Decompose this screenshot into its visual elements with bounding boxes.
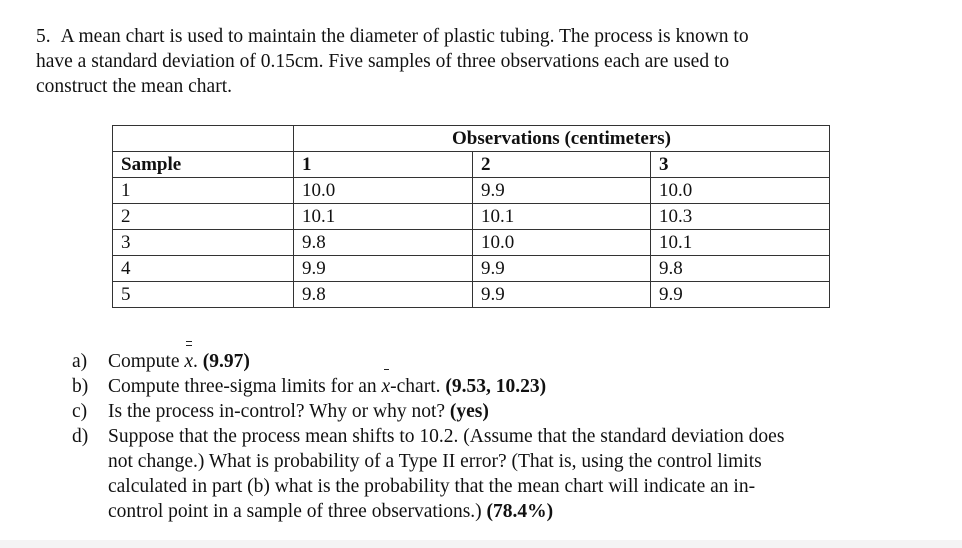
sample-cell: 4 <box>113 256 294 282</box>
part-c-letter: c) <box>72 401 88 422</box>
column-header-sample: Sample <box>113 152 294 178</box>
observation-cell: 10.1 <box>473 204 651 230</box>
table-group-header-row <box>113 126 830 152</box>
observation-cell: 10.0 <box>294 178 473 204</box>
problem-statement <box>36 24 936 99</box>
observation-cell: 10.0 <box>473 230 651 256</box>
observation-cell: 9.9 <box>651 282 830 308</box>
part-b-answer: (9.53, 10.23) <box>445 376 547 397</box>
observation-cell: 9.9 <box>473 178 651 204</box>
part-d-letter: d) <box>72 426 89 447</box>
question-parts <box>72 347 932 524</box>
observations-table <box>112 125 830 308</box>
observation-cell: 9.8 <box>294 282 473 308</box>
sample-cell: 1 <box>113 178 294 204</box>
part-d-answer: (78.4%) <box>486 501 554 522</box>
observation-cell: 9.8 <box>294 230 473 256</box>
part-a-letter: a) <box>72 351 88 372</box>
problem-number: 5. <box>36 26 51 47</box>
observation-cell: 9.9 <box>294 256 473 282</box>
x-double-bar-symbol: x <box>184 351 194 372</box>
observation-cell: 10.3 <box>651 204 830 230</box>
x-bar-symbol: x <box>381 376 391 397</box>
table-corner-cell <box>113 126 294 152</box>
observation-cell: 9.9 <box>473 282 651 308</box>
table-header-row <box>113 152 830 178</box>
sample-cell: 3 <box>113 230 294 256</box>
part-a-answer: (9.97) <box>202 351 250 372</box>
table-row <box>113 204 830 230</box>
problem-line-2: have a standard deviation of 0.15cm. Five samples of three observations each are used to <box>36 51 730 72</box>
sample-cell: 5 <box>113 282 294 308</box>
part-a: a) Compute x. (9.97) <box>72 351 250 372</box>
observation-cell: 10.0 <box>651 178 830 204</box>
table-row <box>113 178 830 204</box>
observation-cell: 10.1 <box>651 230 830 256</box>
part-c: c) Is the process in-control? Why or why not? (yes) <box>72 401 489 422</box>
column-header-2: 2 <box>473 152 651 178</box>
table-row <box>113 230 830 256</box>
problem-line-3: construct the mean chart. <box>36 76 232 97</box>
observation-cell: 10.1 <box>294 204 473 230</box>
column-header-1: 1 <box>294 152 473 178</box>
page-bottom-shade <box>0 540 962 548</box>
part-c-answer: (yes) <box>449 401 489 422</box>
problem-line-1: 5. A mean chart is used to maintain the diameter of plastic tubing. The process is known to <box>36 26 749 47</box>
part-d: d) Suppose that the process mean shifts to 10.2. (Assume that the standard deviation does not change.) What is probability of a Type II error? (That is, using the control limits calculated in part (b) what is the probability that the mean chart will indicate an in- control point in a sample of three observations.) (78.4%) <box>72 426 785 522</box>
part-b: b) Compute three-sigma limits for an x-chart. (9.53, 10.23) <box>72 376 547 397</box>
column-header-3: 3 <box>651 152 830 178</box>
observations-group-header: Observations (centimeters) <box>294 126 830 152</box>
observation-cell: 9.8 <box>651 256 830 282</box>
observation-cell: 9.9 <box>473 256 651 282</box>
table-row <box>113 256 830 282</box>
table-row <box>113 282 830 308</box>
part-b-letter: b) <box>72 376 89 397</box>
sample-cell: 2 <box>113 204 294 230</box>
